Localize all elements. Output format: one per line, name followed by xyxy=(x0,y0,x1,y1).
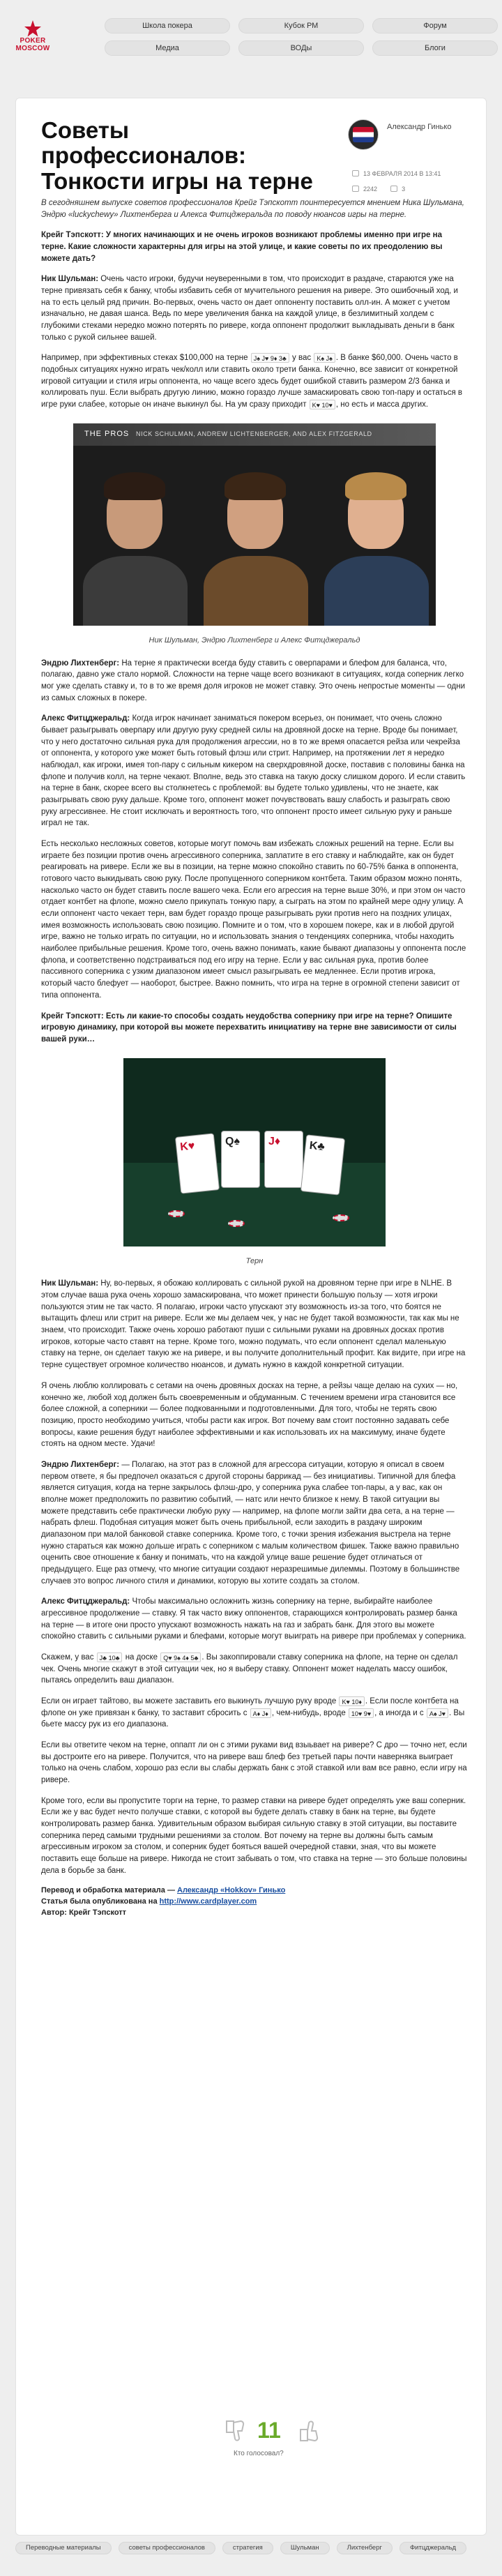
article-body xyxy=(41,197,468,1919)
hand-cards: A♠ J♥ xyxy=(427,1708,448,1718)
author-credit: Автор: Крейг Тэпскотт xyxy=(41,1908,127,1918)
main-nav xyxy=(105,18,495,56)
nick-answer-3: Ник Шульман: Ну, во-первых, я обожаю коллировать с сильной рукой на дровяном терне при игре в NLHE. В этом случае ваша рука очень хорошо замаскирована, что может принести большую пользу — хотя игроки пользуются этим не так часто. Я полагаю, игроки часто упускают эту возможность из-за того, что боятся не вытащить флеш или стрит на ривере. Если же мы делаем чек, у нас не будет такой возможности, так как мы не знаем, что происходит. Также очень хорошо работают пуши с сильными руками на дровяных досках против игроков, которые часто ставят на терне. Кроме того, можно подумать, что если оппонент сделал маленькую ставку на терне, он сделает такую же на ривере, и вы получите дополнительный профит. Как видите, при игре на терне существует огромное количество нюансов, и думать нужно в каждой конкретной ситуации. xyxy=(41,1279,466,1370)
tag-item[interactable]: стратегия xyxy=(222,2542,273,2554)
nav-media[interactable]: Медиа xyxy=(105,40,230,56)
question-2: Крейг Тэпскотт: Есть ли какие-то способы создать неудобства сопернику при игре на терне? Опишите игровую динамику, при которой вы можете перехватить инициативу на терне вне зависимости от силы вашей руки… xyxy=(41,1011,457,1044)
board-cards: Q♥ 9♠ 4♦ 5♣ xyxy=(160,1652,201,1662)
hand-cards: J♣ 10♣ xyxy=(97,1652,123,1662)
playing-card-icon: J♦ xyxy=(264,1131,303,1188)
eye-icon xyxy=(352,186,359,192)
playing-card-icon: K♣ xyxy=(301,1134,345,1195)
logo-star-icon xyxy=(24,20,42,38)
author-name[interactable]: Александр Гинько xyxy=(387,123,452,131)
article-card xyxy=(15,98,487,2536)
article-lead: В сегодняшнем выпуске советов профессионалов Крейг Тэпскотт поинтересуется мнением Ника Шульмана, Эндрю «luckychewy» Лихтенберга и Алекса Фитцджеральда по поводу нюансов игры на терне. xyxy=(41,199,464,219)
photo-banner-label: THE PROS xyxy=(84,429,130,438)
hand-cards: K♠ J♠ xyxy=(314,353,335,363)
hand-cards: A♦ J♦ xyxy=(250,1708,271,1718)
board-cards: J♠ J♥ 9♦ 3♣ xyxy=(251,353,289,363)
alex-answer-5: Если он играет тайтово, вы можете заставить его выкинуть лучшую руку вроде K♥ 10♦ . Если после контбета на флопе он уже привязан к банку, то заставит сбросить с A♦ J♦ , чем-нибудь, вроде 10♥ 9♥ , а иногда и с A♠ J♥ . Вы бьете массу рук из его диапазона. xyxy=(41,1696,465,1729)
figure-pros xyxy=(41,423,468,647)
alex-answer-1: Алекс Фитцджеральд: Когда игрок начинает заниматься покером всерьез, он понимает, что очень сложно бывает разыгрывать оверпару или другую руку средней силы на дровяной доске на терне. Вроде бы понимает, что у него достаточно сильная рука для продолжения агрессии, но в то же время опасается рейза или чекрейза от оппонента, у которого уже может быть готовый флэш или стрит. Например, на протяжении лет я нередко наблюдал, как игроки, имея топ-пару с сильным кикером на сверхдровяной доске, поставив с половины банка на флопе и получив колл, на терне чекают. Вполне, ведь это ставка на такую доску слишком дорого. И если ставить на терне в банк, скорее всего вы столкнетесь с проблемой: вы будете только удивлены, что не знаете, как разыгрывать свою руку дальше. Кроме того, оппонент может почувствовать вашу слабость и разыграть свою руку агрессивнее. Не стоит исключать и вероятность того, что оппонент просто имеет сильную руку и раньше играл не так. xyxy=(41,714,466,828)
tag-item[interactable]: Шульман xyxy=(280,2542,330,2554)
comment-icon[interactable] xyxy=(390,186,397,192)
nick-answer-2: Например, при эффективных стеках $100,000 на терне J♠ J♥ 9♦ 3♣ у вас K♠ J♠ . В банке $60,000. Очень часто в подобных ситуациях нужно играть чек/колл или ставить около трети банка. Конечно, все зависит от конкретной игровой ситуации и стиля игры оппонента, но чаще всего здесь будет ошибкой ставить размером 2/3 банка и коллировать пуш. Если выбрать другую линию, можно гораздо лучше замаскировать свою топ-пару и остаться в игре руки слабее, которые он иначе выкинул бы. На ум сразу приходит K♥ 10♥ , но есть и масса других. xyxy=(41,354,462,409)
tag-item[interactable]: Лихтенберг xyxy=(337,2542,393,2554)
alex-answer-2: Есть несколько несложных советов, которые могут помочь вам избежать сложных решений на терне. Если вы играете без позиции против очень агрессивного соперника, заплатите в его ставку и наблюдайте, как он будет реагировать на ривере. Если же вы в позиции, на терне можно спокойно ставить по 60-75% банка в оппонента, готового часто выкидывать свою руку. После пропущенного соперником контбета. Таким образом можно понять, насколько часто он будет ставить после вашего чека. Если его агрессия на терне выше 30%, и при этом он часто отдает контбет на флопе, можно смело прикупать тонкую пару, а сыграть на этом по крайней мере одну улицу. А если оппонент часто чекает терн, вам будет гораздо проще разыгрывать руки против него на поздних улицах, имея возможность использовать свою позицию. Помните и о том, что в хорошем покере, как и в любой другой игре, важно не только играть по ситуации, но и использовать знания о тенденциях соперника, чтобы находить наиболее прибыльные решения. Кроме того, очень важно понимать, какие бывают диапазоны у оппонента после флопа, и соответственно подстраиваться под его игру на терне. Если у вас сильная рука, против более пассивного соперника с узким диапазоном имеет смысл разыгрывать ее медленнее. Если против игрока, который часто блефует — наоборот, быстрее. Важно помнить, что игра на терне в огромной степени зависит от типа оппонента. xyxy=(41,840,466,1000)
comments-count[interactable]: 3 xyxy=(402,186,406,193)
calendar-icon xyxy=(352,170,359,176)
nick-answer-4: Я очень люблю коллировать с сетами на очень дровяных досках на терне, а рейзы чаще делаю на сухих — но, конечно же, любой ход должен быть своевременным и обдуманным. С течением времени игра становится все более сложной, а соперники — более подкованными и подготовленными. Для того, чтобы не терять свою позицию, просто необходимо учиться, чтобы расти как игрок. Вот почему вам стоит постоянно задавать себе вопросы, какие решения будут наиболее эффективными и как использовать их на максимуму, иначе будете стоять на одном месте. Удачи! xyxy=(41,1381,458,1449)
nav-vody[interactable]: ВОДы xyxy=(238,40,364,56)
alex-answer-7: Кроме того, если вы пропустите торги на терне, то размер ставки на ривере будет определять уже ваш соперник. Если же у вас будет нечто получше ставки, с которой вы будете делать ставку в банк на терне, вы будете контролировать размер банка. Удивительным образом выбирая сильную ставку в этой ситуации, вы поставите соперника перед самыми трудными решениями за столом. Вот почему на терне вы должны быть самым агрессивным игроком за столом, и соперник будет бояться вашей очередной ставки, зная, что вы можете поставить еще больше на ривере. Никогда не стоит забывать о том, что ставка на терне — это больше половины дела в борьбе за банк. xyxy=(41,1796,467,1875)
question-1: Крейг Тэпскотт: У многих начинающих и не очень игроков возникают проблемы именно при игре на терне. Какие сложности характерны для игры на этой улице, и какие советы по их преодолению вы можете дать? xyxy=(41,231,443,263)
portrait-alex xyxy=(314,451,435,626)
logo-text-line2: MOSCOW xyxy=(15,44,50,52)
playing-card-icon: Q♠ xyxy=(221,1131,260,1188)
nav-blogs[interactable]: Блоги xyxy=(372,40,498,56)
tag-list xyxy=(15,2542,487,2554)
hand-cards: K♥ 10♦ xyxy=(339,1696,364,1706)
poker-chip-icon xyxy=(333,1214,349,1221)
who-voted-link[interactable]: Кто голосовал? xyxy=(234,2450,284,2457)
photo-caption: Терн xyxy=(245,1256,264,1265)
author-avatar[interactable] xyxy=(348,119,379,150)
avatar-flag-icon xyxy=(353,127,374,142)
article-stats xyxy=(352,185,405,194)
playing-card-icon: K♥ xyxy=(175,1133,220,1193)
nav-poker-school[interactable]: Школа покера xyxy=(105,18,230,33)
andrew-answer-1: Эндрю Лихтенберг: На терне я практически всегда буду ставить с оверпарами и блефом для баланса, что, полагаю, давно уже стало нормой. Сложности на терне чаще всего возникают в ситуациях, когда соперник легко мог уже сделать ставку и, то в то же время доля игроков не может ставку. Это очень непростые моменты — одни из самых сложных в покере. xyxy=(41,658,466,702)
alex-answer-6: Если вы ответите чеком на терне, оппапт ли он с этими руками вид взыьвает на ривере? С дро — точно нет, если вы достроите его на ривере. Получится, что на ривере ваш блеф без третьей пары почти наверняка выиграет только на очень слабом, хорошо раз если вы слабы держать банк с этой ставкой или вам все равно, если игру на ривере. xyxy=(41,1740,467,1784)
portrait-andrew xyxy=(194,451,314,626)
pros-photo xyxy=(73,423,436,626)
source-link[interactable]: http://www.cardplayer.com xyxy=(159,1897,257,1906)
logo-text-line1: POKER xyxy=(20,37,46,45)
alex-answer-3: Алекс Фитцджеральд: Чтобы максимально осложнить жизнь сопернику на терне, выбирайте наиболее агрессивное продолжение — ставку. Я так часто вижу оппонентов, старающихся контролировать размер банка на терне — в итоге они просто упускают возможность нажать на газ и забрать банк. Для этого вы можете спокойно ставить с сильными руками и блефами, которые могут выиграть на ривере при проблемах у соперника. xyxy=(41,1597,466,1641)
source-credit: Статья была опубликована на http://www.cardplayer.com xyxy=(41,1897,257,1906)
nav-cup-rm[interactable]: Кубок РМ xyxy=(238,18,364,33)
portrait-nick xyxy=(73,451,194,626)
poker-chip-icon xyxy=(168,1210,185,1217)
thumb-down-icon[interactable] xyxy=(222,2418,248,2443)
nav-forum[interactable]: Форум xyxy=(372,18,498,33)
photo-banner-names: NICK SCHULMAN, ANDREW LICHTENBERGER, AND ALEX FITZGERALD xyxy=(136,430,372,437)
translator-link[interactable]: Александр «Hokkov» Гинько xyxy=(177,1886,286,1895)
site-logo[interactable] xyxy=(15,20,50,52)
thumb-up-icon[interactable] xyxy=(296,2418,321,2443)
hand-cards: 10♥ 9♥ xyxy=(349,1708,374,1718)
alex-answer-4: Скажем, у вас J♣ 10♣ на доске Q♥ 9♠ 4♦ 5♣ . Вы закоппировали ставку соперника на флопе, на терне он сделал чек. Очень многие скажут в этой ситуации чек, но я выберу ставку. Оппонент может наделать массу ошибок, пытаясь определить ваш диапазон. xyxy=(41,1652,458,1685)
hand-cards: K♥ 10♥ xyxy=(310,400,335,409)
tag-item[interactable]: Переводные материалы xyxy=(15,2542,112,2554)
poker-chip-icon xyxy=(228,1220,245,1227)
turn-photo xyxy=(123,1058,386,1246)
figure-turn xyxy=(41,1058,468,1267)
vote-widget xyxy=(218,2413,330,2462)
tag-item[interactable]: советы профессионалов xyxy=(119,2542,215,2554)
tag-item[interactable]: Фитцджеральд xyxy=(400,2542,466,2554)
translation-credit: Перевод и обработка материала — Александр «Hokkov» Гинько xyxy=(41,1886,286,1895)
vote-count: 11 xyxy=(257,2418,281,2443)
views-count: 2242 xyxy=(363,186,378,193)
site-header xyxy=(0,0,502,70)
publish-date-text: 13 ФЕВРАЛЯ 2014 В 13:41 xyxy=(363,170,441,177)
publish-date xyxy=(352,170,441,179)
nick-answer-1: Ник Шульман: Очень часто игроки, будучи неуверенными в том, что происходит в раздаче, стараются уже на терне привязать себя к банку, чтобы избавить себя от мучительного решения на ривере. Это ошибочный ход, и на то есть целый ряд причин. Во-первых, очень часто он дает оппоненту поставить олл-ин. А может с учетом изначально, не давая шанса. Ведь по мере увеличения банка на каждой улице, в безлимитный холдем с глубокими стеками нередко можно потерять по ривере, когда оппонент продолжит выкладывать деньги в банк только с рукой сильнее вашей. xyxy=(41,275,458,342)
photo-caption: Ник Шульман, Эндрю Лихтенберг и Алекс Фитцджеральд xyxy=(149,635,360,645)
article-signature xyxy=(41,1885,468,1919)
article-title: Советы профессионалов: Тонкости игры на терне xyxy=(41,117,313,194)
andrew-answer-2: Эндрю Лихтенберг: — Полагаю, на этот раз в сложной для агрессора ситуации, которую я описал в своем первом ответе, я бы предпочел оказаться с другой стороны баррикад — без инициативы. Типичной для блефа является ситуация, когда на терне закрылось флэш-дро, у соперника рука слабее топ-пары, а у вас, как он вполне может предположить по развитию событий, — натс или нечто близкое к нему. В такой ситуации вы можете представить себе практически любую руку — например, на флопе могли зайти два сета, а на терне — набрать флеш. Подобная ситуация может быть очень прибыльной, если заходить в раздачу широким диапазоном при малой банковой ставке соперника. Кроме того, с точки зрения избежания выстрела на терне нужно стараться как можно дольше играть с соперником с малым количеством фишек. Также важно правильно оценить свое отношение к банку и понимать, что на каждой улице ваше решение будет отличаться от предыдущего. Еще раз отмечу, что многие ситуации создают неразрешимые дилеммы. Поэтому в большинстве случаев это вопрос личного стиля и динамики, которую вы хотите создать за столом. xyxy=(41,1460,460,1585)
